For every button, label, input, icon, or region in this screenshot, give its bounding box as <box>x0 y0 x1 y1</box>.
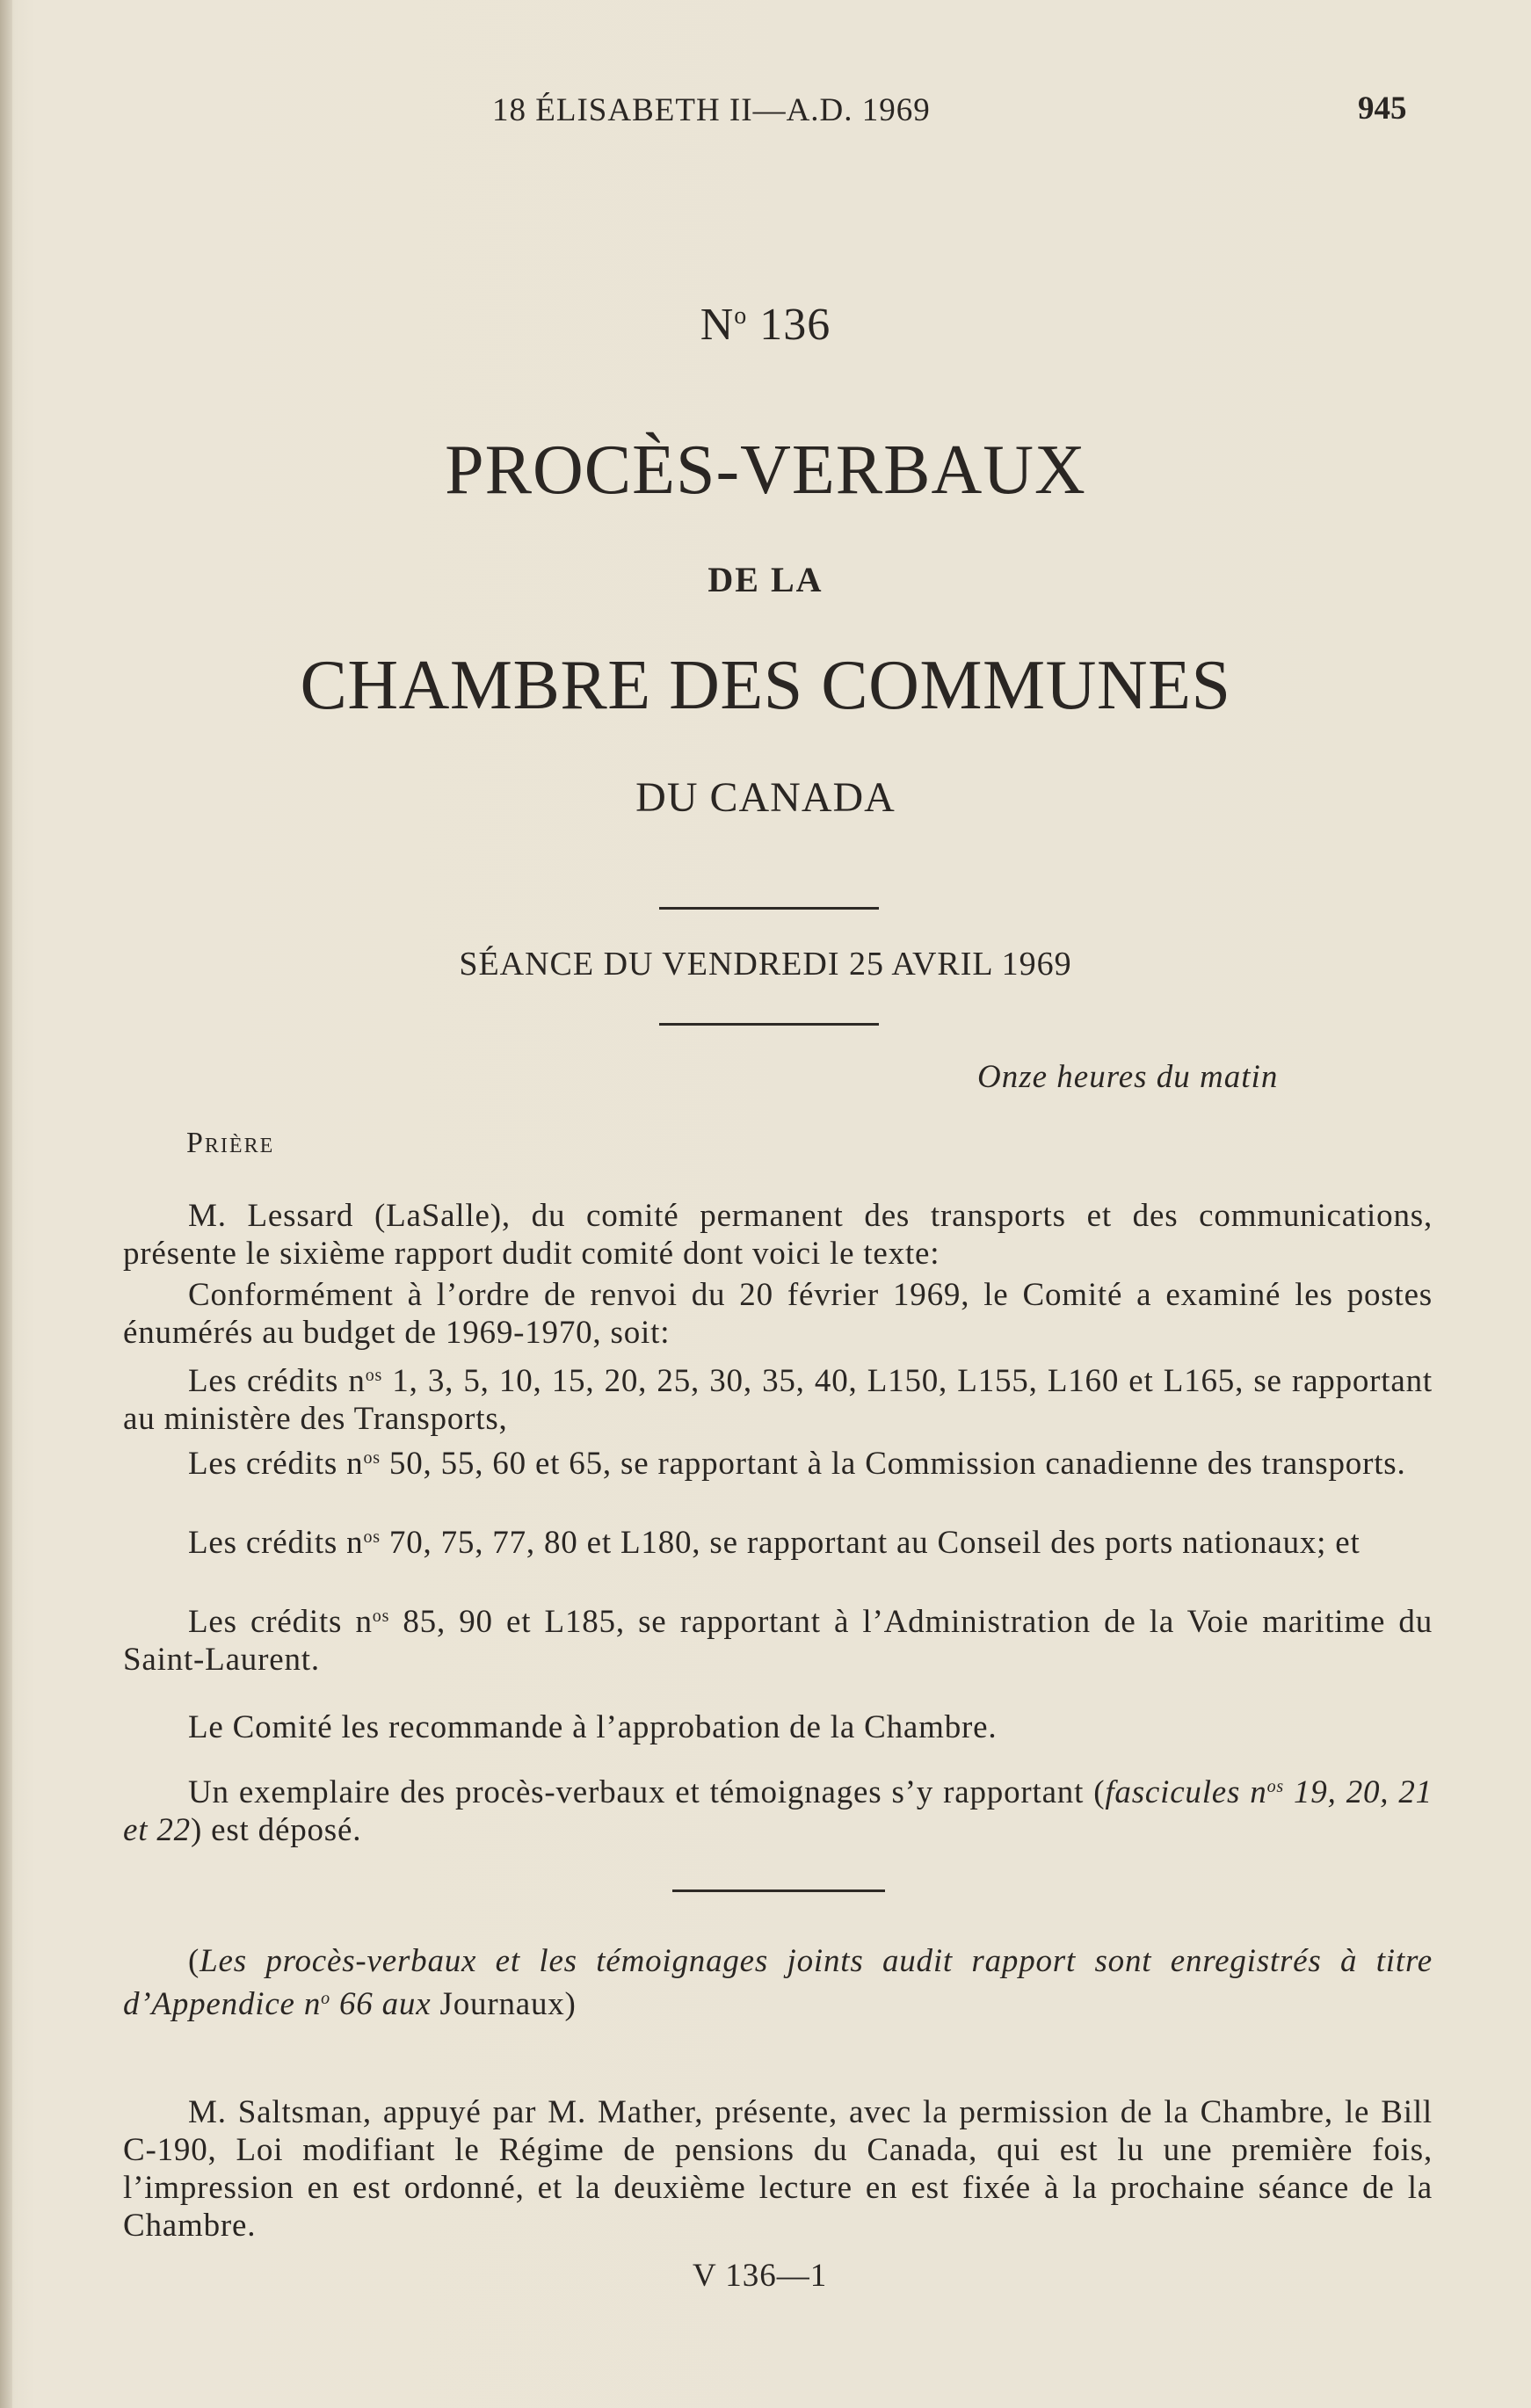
paragraph-text: M. Lessard (LaSalle), du comité permanent des transports et des communications, présente le sixième rapport dudit comité dont voici le texte: <box>123 1198 1433 1272</box>
title-line-1: PROCÈS-VERBAUX <box>445 432 1086 509</box>
paragraph <box>123 1768 1433 1849</box>
paragraph-italic: Les procès-verbaux et les témoignages joints audit rapport sont enregistrés à titre d’Appendice n <box>123 1943 1433 2022</box>
paragraph-text: 50, 55, 60 et 65, se rapportant à la Commission canadienne des transports. <box>380 1446 1406 1482</box>
paragraph <box>123 1598 1433 1679</box>
paragraph <box>123 1440 1433 1483</box>
paragraph-text: Les crédits n <box>188 1604 373 1640</box>
sitting-title: SÉANCE DU VENDREDI 25 AVRIL 1969 <box>459 946 1072 983</box>
paragraph-text: Le Comité les recommande à l’approbation de la Chambre. <box>188 1709 998 1745</box>
paragraph-text: 1, 3, 5, 10, 15, 20, 25, 30, 35, 40, L150, L155, L160 et L165, se rapportant au ministère des Transports, <box>123 1363 1433 1437</box>
paragraph-text: 70, 75, 77, 80 et L180, se rapportant au Conseil des ports nationaux; et <box>380 1525 1360 1561</box>
paragraph-italic: fascicules n <box>1105 1774 1267 1810</box>
issue-prefix: N <box>700 300 735 350</box>
paragraph-italic: 66 aux <box>330 1986 432 2022</box>
prayer-heading: Prière <box>186 1127 275 1159</box>
signature-mark: V 136—1 <box>693 2258 828 2294</box>
paragraph-text: Journaux) <box>431 1986 577 2022</box>
title-line-2: DE LA <box>707 560 824 599</box>
paragraph <box>123 1708 1433 1746</box>
paragraph-text: 85, 90 et L185, se rapportant à l’Administration de la Voie maritime du Saint-Laurent. <box>123 1604 1433 1678</box>
superscript: os <box>372 1607 390 1626</box>
issue-sup: o <box>734 302 748 330</box>
superscript: os <box>363 1448 381 1468</box>
superscript: o <box>321 1989 330 2008</box>
paragraph-text: Les crédits n <box>188 1525 364 1561</box>
paragraph-text: Conformément à l’ordre de renvoi du 20 février 1969, le Comité a examiné les postes énumérés au budget de 1969-1970, soit: <box>123 1277 1433 1351</box>
paragraph-text: Les crédits n <box>188 1363 366 1399</box>
title-line-3: CHAMBRE DES COMMUNES <box>300 647 1231 724</box>
page-number: 945 <box>1358 91 1407 127</box>
paragraph-text: ) est déposé. <box>190 1812 362 1848</box>
paragraph <box>123 1197 1433 1273</box>
binding-edge <box>0 0 12 2408</box>
paragraph-text: Les crédits n <box>188 1446 364 1482</box>
issue-number <box>0 299 1531 351</box>
paragraph-text: Un exemplaire des procès-verbaux et témoignages s’y rapportant ( <box>188 1774 1106 1810</box>
paragraph <box>123 1942 1433 2023</box>
divider-rule <box>659 1023 879 1026</box>
paragraph <box>123 1276 1433 1352</box>
running-head <box>0 91 1531 144</box>
paragraph <box>123 2093 1433 2245</box>
issue-number-value: 136 <box>759 300 831 350</box>
paragraph-text: M. Saltsman, appuyé par M. Mather, présente, avec la permission de la Chambre, le Bill C-190, Loi modifiant le Régime de pensions du Canada, qui est lu une première fois, l’impression en est ordonné, et la deuxième lecture en est fixée à la prochaine séance de la Chambre. <box>123 2094 1433 2244</box>
title-line-4: DU CANADA <box>635 774 896 821</box>
paragraph-text: ( <box>188 1943 200 1979</box>
paragraph <box>123 1519 1433 1562</box>
sitting-time: Onze heures du matin <box>977 1059 1279 1095</box>
paragraph-italic: 19, 20, 21 et 22 <box>123 1774 1433 1848</box>
divider-rule <box>672 1889 885 1892</box>
superscript: os <box>365 1366 383 1385</box>
superscript: os <box>363 1527 381 1547</box>
running-title: 18 ÉLISABETH II—A.D. 1969 <box>492 92 931 128</box>
superscript: os <box>1266 1777 1284 1796</box>
paragraph <box>123 1357 1433 1438</box>
divider-rule <box>659 907 879 910</box>
